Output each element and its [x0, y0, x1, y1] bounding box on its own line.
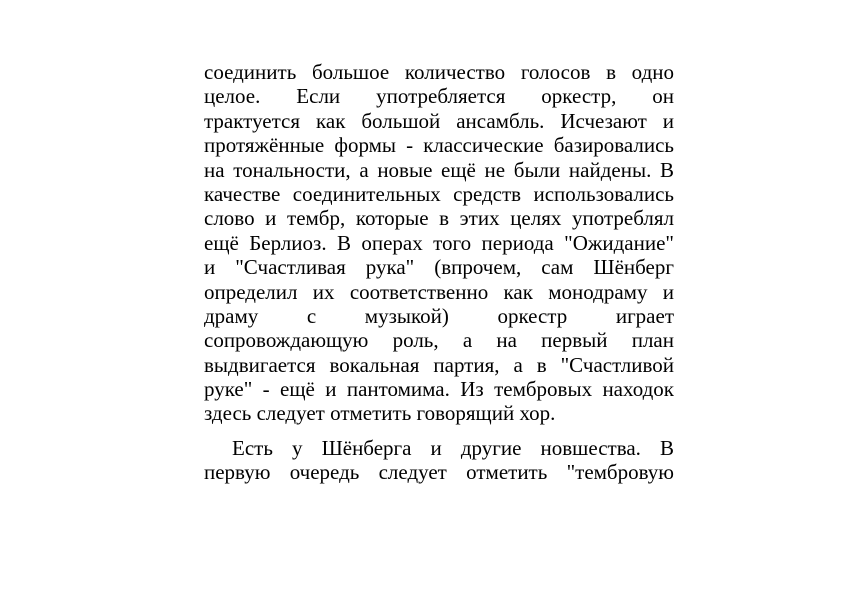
paragraph-1: [204, 60, 674, 426]
text-line: драму с музыкой) оркестр играет: [204, 303, 674, 328]
text-line: ещё Берлиоз. В операх того периода "Ожидание": [204, 230, 674, 255]
text-line: трактуется как большой ансамбль. Исчезают и: [204, 108, 674, 133]
paragraph-2: [204, 436, 674, 485]
text-line: протяжённые формы - классические базировались: [204, 133, 674, 158]
text-line: целое. Если употребляется оркестр, он: [204, 84, 674, 109]
text-line: определил их соответственно как монодраму и: [204, 279, 674, 304]
text-line: выдвигается вокальная партия, а в "Счастливой: [204, 352, 674, 377]
text-line: и "Счастливая рука" (впрочем, сам Шёнберг: [204, 255, 674, 280]
text-line: на тональности, а новые ещё не были найдены. В: [204, 157, 674, 182]
text-line: соединить большое количество голосов в одно: [204, 60, 674, 84]
body-text: [204, 60, 674, 485]
text-line: первую очередь следует отметить "тембровую: [204, 460, 674, 485]
text-line: слово и тембр, которые в этих целях употреблял: [204, 206, 674, 231]
text-line: качестве соединительных средств использовались: [204, 181, 674, 206]
text-line: Есть у Шёнберга и другие новшества. В: [232, 435, 674, 460]
text-line: руке" - ещё и пантомима. Из тембровых находок: [204, 377, 674, 402]
text-line: здесь следует отметить говорящий хор.: [204, 401, 556, 426]
text-line: сопровождающую роль, а на первый план: [204, 328, 674, 353]
paragraph-gap: [204, 426, 674, 436]
